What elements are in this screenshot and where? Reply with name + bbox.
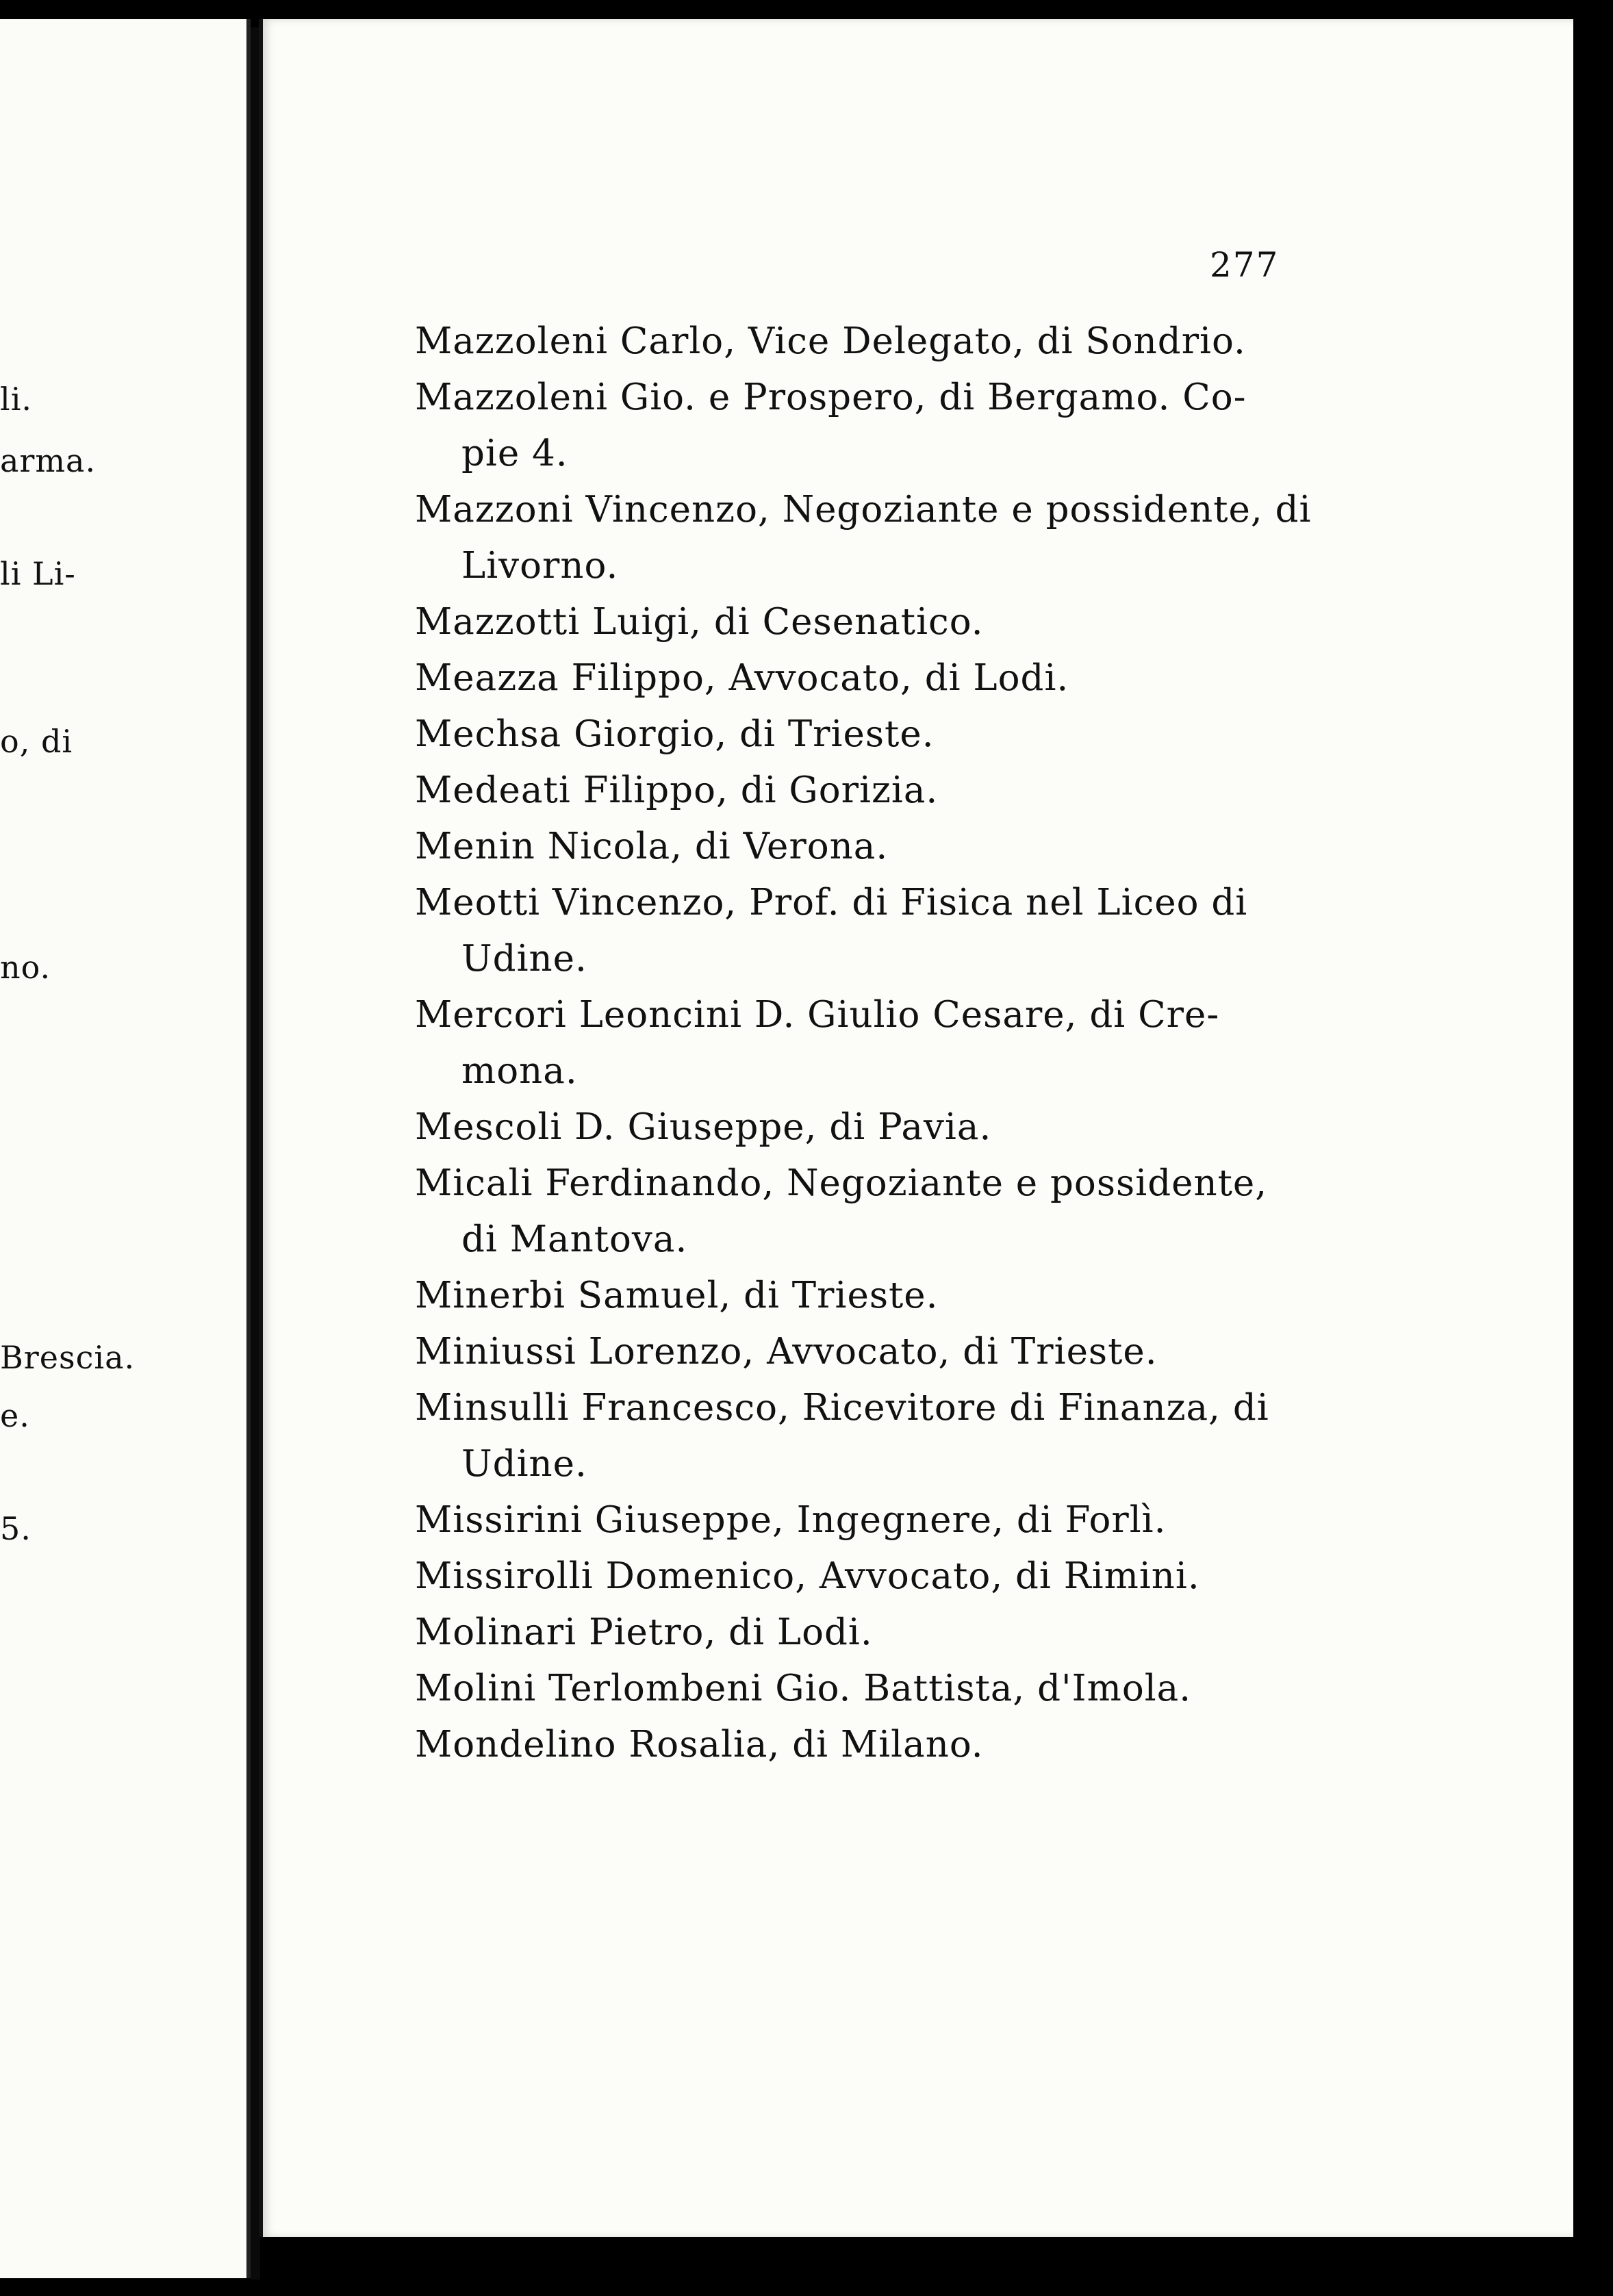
entry-text: Meazza Filippo, Avvocato, di Lodi. [415,657,1069,699]
list-item [415,370,1510,482]
entry-text: Mechsa Giorgio, di Trieste. [415,713,935,755]
list-item [415,1268,1510,1324]
entry-text: Micali Ferdinando, Negoziante e possidente, [415,1162,1268,1204]
list-item [415,1324,1510,1380]
page-number: 277 [1210,245,1280,285]
left-page-fragment: no. [0,949,51,986]
list-item [415,875,1510,987]
left-page-fragment: o, di [0,723,73,760]
list-item [415,1156,1510,1268]
entry-text: Mazzoleni Carlo, Vice Delegato, di Sondrio. [415,320,1246,362]
list-item [415,819,1510,875]
list-item [415,1380,1510,1492]
left-page-fragment: li Li- [0,555,76,592]
entry-text: Mondelino Rosalia, di Milano. [415,1724,984,1765]
right-page [259,19,1582,2237]
left-page-fragment: li. [0,381,33,418]
entry-continuation: mona. [461,1050,578,1092]
entry-text: Miniussi Lorenzo, Avvocato, di Trieste. [415,1331,1158,1373]
list-item [415,482,1510,594]
list-item [415,314,1510,370]
entry-continuation: pie 4. [461,433,568,474]
entry-text: Mercori Leoncini D. Giulio Cesare, di Cre- [415,994,1220,1036]
entry-text: Molini Terlombeni Gio. Battista, d'Imola. [415,1668,1192,1709]
entry-text: Molinari Pietro, di Lodi. [415,1611,873,1653]
list-item [415,1099,1510,1156]
entry-continuation: di Mantova. [461,1219,688,1260]
left-page [0,19,251,2278]
entry-text: Mescoli D. Giuseppe, di Pavia. [415,1106,992,1148]
list-item [415,650,1510,706]
list-item [415,1605,1510,1661]
entry-text: Missirini Giuseppe, Ingegnere, di Forlì. [415,1499,1167,1541]
left-page-fragment: 5. [0,1510,31,1547]
entry-text: Medeati Filippo, di Gorizia. [415,769,939,811]
entry-text: Missirolli Domenico, Avvocato, di Rimini. [415,1555,1200,1597]
list-item [415,1492,1510,1548]
entry-text: Mazzotti Luigi, di Cesenatico. [415,601,984,643]
list-item [415,763,1510,819]
left-page-fragment: Brescia. [0,1339,136,1376]
left-page-fragment: e. [0,1397,30,1434]
page-edge [1573,0,1613,2296]
entry-text: Minsulli Francesco, Ricevitore di Finanza, di [415,1387,1269,1429]
entry-continuation: Udine. [461,1443,587,1485]
list-item [415,1661,1510,1717]
list-item [415,1717,1510,1773]
list-item [415,594,1510,650]
subscriber-list [415,314,1510,1773]
entry-text: Mazzoleni Gio. e Prospero, di Bergamo. Co- [415,377,1247,418]
entry-text: Meotti Vincenzo, Prof. di Fisica nel Liceo di [415,882,1248,923]
left-page-fragment: arma. [0,442,97,479]
list-item [415,1548,1510,1605]
list-item [415,706,1510,763]
entry-text: Menin Nicola, di Verona. [415,826,889,867]
entry-text: Mazzoni Vincenzo, Negoziante e possidente, di [415,489,1312,531]
entry-continuation: Udine. [461,938,587,980]
entry-text: Minerbi Samuel, di Trieste. [415,1275,939,1316]
entry-continuation: Livorno. [461,545,619,587]
list-item [415,987,1510,1099]
